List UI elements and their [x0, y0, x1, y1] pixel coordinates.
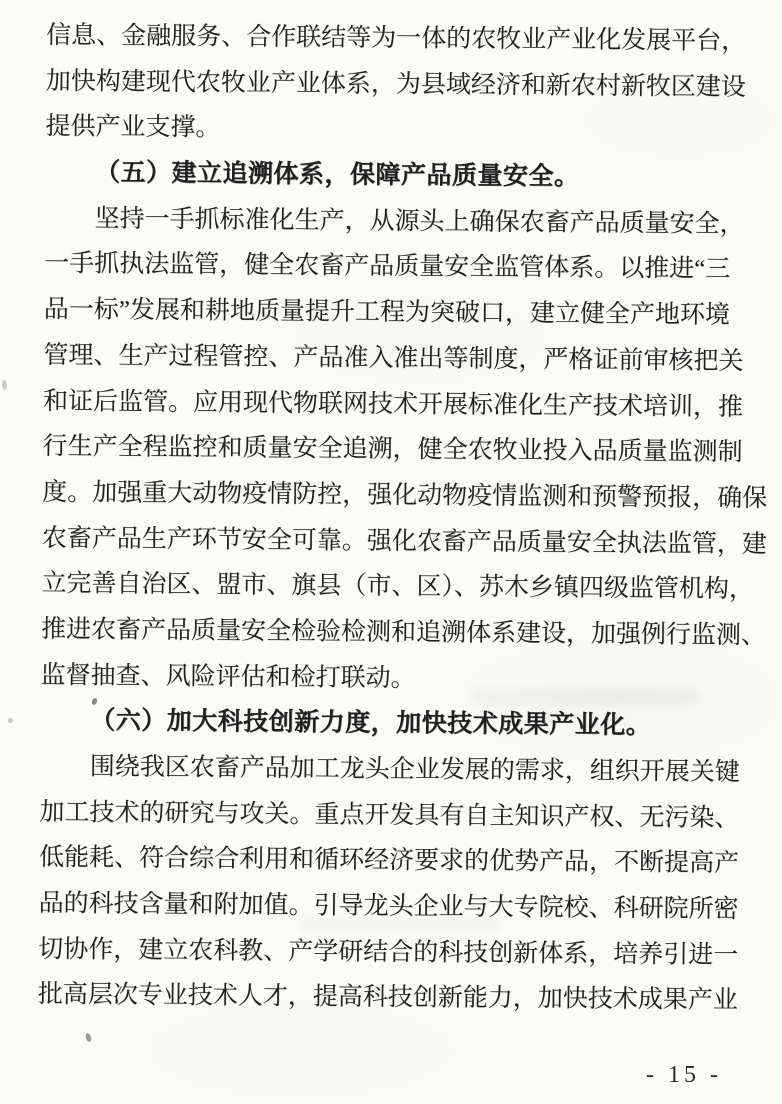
text-line: 切协作，建立农科教、产学研结合的科技创新体系，培养引进一	[38, 935, 739, 969]
text-line: 加快构建现代农牧业产业体系，为县域经济和新农村新牧区建设	[45, 67, 746, 101]
scan-ghost-smudge	[470, 688, 700, 706]
text-line: 围绕我区农畜产品加工龙头企业发展的需求，组织开展关键	[89, 753, 740, 787]
text-line: 监督抽查、风险评估和检打联动。	[40, 661, 416, 692]
text-line: 行生产全程监控和质量安全追溯，健全农牧业投入品质量监测制	[42, 433, 743, 467]
text-line: 品的科技含量和附加值。引导龙头企业与大专院校、科研院所密	[38, 889, 739, 924]
text-line: 管理、生产过程管控、产品准入准出等制度，严格证前审核把关	[43, 341, 744, 375]
scan-speck	[2, 380, 7, 390]
scan-speck	[85, 1032, 93, 1042]
text-line: 提供产业支撑。	[45, 113, 221, 142]
text-line: 坚持一手抓标准化生产，从源头上确保农畜产品质量安全，	[94, 205, 745, 238]
text-line: 信息、金融服务、合作联结等为一体的农牧业产业化发展平台，	[46, 21, 747, 56]
text-line: 品一标”发展和耕地质量提升工程为突破口，建立健全产地环境	[43, 296, 731, 330]
text-line: 立完善自治区、盟市、旗县（市、区）、苏木乡镇四级监管机构，	[41, 570, 755, 604]
document-body	[37, 13, 768, 1024]
text-line: 度。加强重大动物疫情防控，强化动物疫情监测和预警预报，确保	[42, 478, 768, 513]
page-number: - 15 -	[646, 1062, 722, 1088]
text-line: 低能耗、符合综合利用和循环经济要求的优势产品，不断提高产	[38, 844, 740, 878]
scan-ghost-smudge	[300, 918, 500, 932]
text-line: 一手抓执法监管，健全农畜产品质量安全监管体系。以推进“三	[44, 250, 731, 284]
text-line: 和证后监管。应用现代物联网技术开展标准化生产技术培训，推	[42, 387, 744, 421]
text-line: 批高层次专业技术人才，提高科技创新能力，加快技术成果产业	[37, 981, 738, 1015]
section-heading: （六）加大科技创新力度，加快技术成果产业化。	[90, 707, 652, 740]
scan-speck	[8, 718, 13, 723]
text-line: 农畜产品生产环节安全可靠。强化农畜产品质量安全执法监管，建	[41, 524, 767, 558]
text-line: 加工技术的研究与攻关。重点开发具有自主知识产权、无污染、	[39, 798, 740, 832]
section-heading: （五）建立追溯体系，保障产品质量安全。	[94, 159, 580, 191]
text-line: 推进农畜产品质量安全检验检测和追溯体系建设，加强例行监测、	[40, 615, 767, 650]
